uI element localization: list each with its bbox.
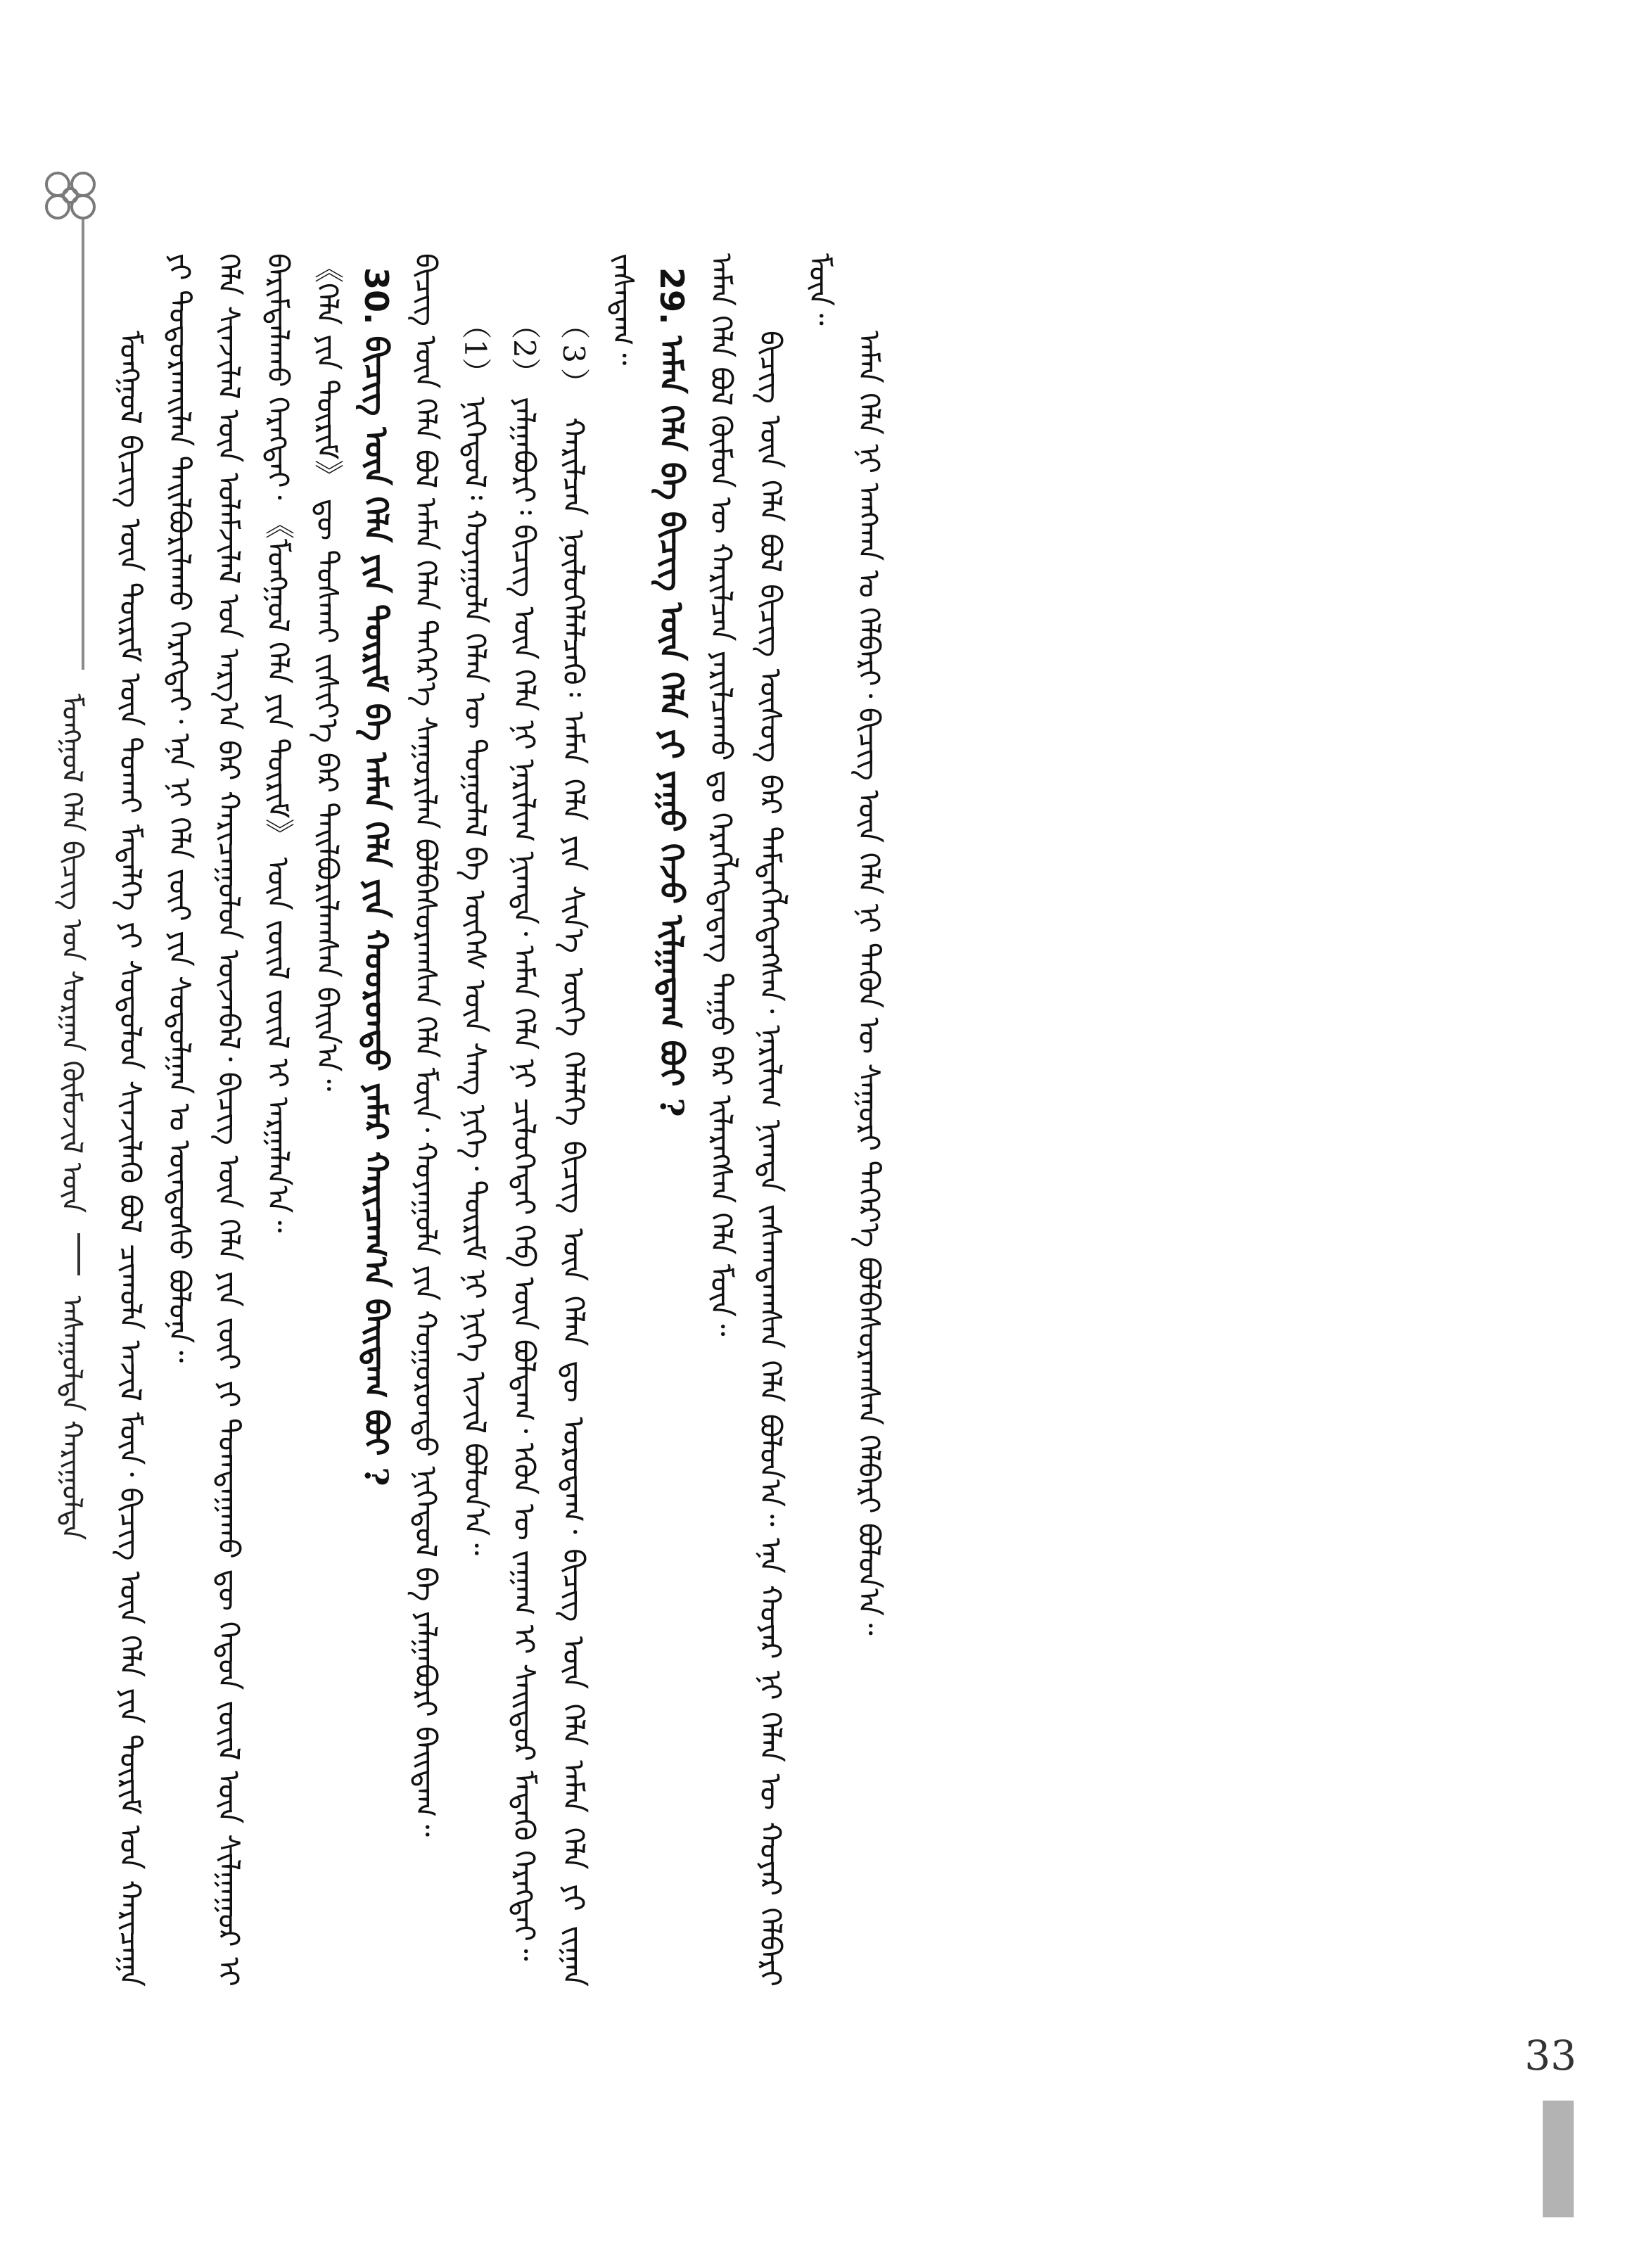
answer-paragraph: ᠠᠮᠠᠨ ᠬᠡᠯᠡ ᠨᠢ ᠠᠩᠬᠠᠨ ᠤ ᠬᠡᠯᠪᠡᠷᠢ᠂ ᠪᠢᠴᠢᠭ ᠦᠨ ᠬᠡᠯᠡ ᠨᠢ ᠲᠡᠭᠦᠨ ᠦ ᠰᠠᠭᠤᠷᠢ ᠳᠡᠭᠡᠷ᠎ᠡ ᠪᠣᠯᠪᠠᠰᠤᠷᠠᠭᠰᠠᠨ ᠬᠡᠯᠪᠡᠷᠢ ᠪᠣᠯᠤᠨ᠎ᠠ᠃: [852, 331, 886, 1636]
answer-paragraph: ᠠᠮᠠᠨ ᠬᠡᠯᠡ ᠪᠣᠯ ᠬᠦᠮᠦᠨ ᠦ ᠬᠠᠷᠢᠯᠴᠠᠨ ᠶᠠᠷᠢᠯᠴᠠᠬᠤ ᠳᠤ ᠬᠡᠷᠡᠭᠯᠡᠭᠳᠡᠳᠡᠭ ᠳᠠᠭᠤ ᠪᠠᠷ ᠢᠯᠡᠷᠡᠭᠰᠡᠨ ᠬᠡᠯᠡ ᠮᠥᠨ᠃: [704, 253, 739, 1337]
answer-item: [549, 253, 647, 1987]
page-number: 33: [1524, 2032, 1576, 2079]
running-subtitle: ᠠᠰᠠᠭᠤᠯᠲᠠ ᠬᠠᠷᠢᠭᠤᠯᠲᠠ: [56, 1295, 88, 1541]
item-text: ᠶᠠᠯᠭᠠᠪᠤᠷᠢ᠄ ᠪᠢᠴᠢᠭ ᠦᠨ ᠬᠡᠯᠡ ᠨᠢ ᠨᠠᠷᠢᠯᠢᠭ ᠨᠢᠭᠲᠠ᠂ ᠠᠮᠠᠨ ᠬᠡᠯᠡ ᠨᠢ ᠴᠢᠯᠦᠭᠡᠲᠡᠢ ᠬᠡᠪ ᠦᠨ ᠪᠣᠯᠳᠠᠭ᠂ ᠡᠭᠦᠨ ᠦ ᠵᠠᠭᠠᠭ ᠢ ᠰᠠᠢᠲᠤᠷ ᠮᠡᠳᠡᠬᠦ ᠬᠡᠷᠡᠭᠲᠡᠢ᠃: [507, 397, 542, 1961]
question-text: ᠠᠮᠠᠨ ᠬᠡᠯᠡ ᠪᠠ ᠪᠢᠴᠢᠭ ᠦᠨ ᠬᠡᠯᠡ ᠶᠢ ᠶᠠᠭᠤ ᠭᠡᠵᠦ ᠢᠯᠭᠠᠳᠠᠭ ᠪᠤᠢ ?: [653, 336, 691, 1117]
answer-item: [499, 253, 549, 1987]
body-text: [106, 253, 1541, 1991]
item-marker: （1）: [458, 310, 492, 388]
header-separator: [77, 1233, 80, 1275]
running-header: [51, 694, 93, 1540]
item-text: ᠬᠠᠷᠢᠯᠴᠠᠨ ᠨᠥᠯᠦᠭᠡᠯᠡᠯᠴᠡᠬᠦ᠄ ᠠᠮᠠᠨ ᠬᠡᠯᠡ ᠶᠢᠨ ᠰᠢᠨ᠎ᠡ ᠦᠭᠡ ᠬᠡᠯᠡᠯᠭᠡ ᠪᠢᠴᠢᠭ ᠦᠨ ᠬᠡᠯᠡᠨ ᠳᠦ ᠣᠷᠣᠳᠠᠭ᠂ ᠪᠢᠴᠢᠭ ᠦᠨ ᠬᠡᠯᠡ ᠠᠮᠠᠨ ᠬᠡᠯᠡ ᠶᠢ ᠵᠢᠭᠠᠨ ᠵᠠᠰᠠᠳᠠᠭ᠃: [556, 253, 640, 1987]
header-rule: [82, 219, 84, 670]
question-30-heading: [352, 267, 401, 1974]
item-marker: （3）: [556, 310, 591, 403]
running-title: ᠮᠣᠩᠭᠣᠯ ᠬᠡᠯᠡ ᠪᠢᠴᠢᠭ ᠤᠨ ᠰᠤᠷᠭᠠᠨ ᠬᠦᠮᠦᠵᠢᠯ ᠦᠨ: [56, 694, 88, 1213]
question-number: 29.: [653, 267, 691, 325]
answer-paragraph: ᠪᠢᠴᠢᠭ ᠦᠨ ᠬᠡᠯᠡ ᠪᠣᠯ ᠠᠮᠠᠨ ᠬᠡᠯᠡᠨ ᠳᠡᠭᠡᠷ᠎ᠡ ᠰᠠᠭᠤᠷᠢᠯᠠᠨ ᠪᠣᠯᠪᠠᠰᠤᠷᠠᠭᠰᠠᠨ ᠬᠡᠯᠡ ᠮᠥᠨ᠂ ᠬᠣᠶᠠᠭᠤᠯᠠ ᠶᠢᠨ ᠬᠣᠭᠣᠷᠣᠨᠳᠣ ᠨᠢᠭᠡᠳᠦᠯ ᠪᠠ ᠶᠠᠯᠭᠠᠪᠤᠷᠢ ᠪᠠᠢᠳᠠᠭ᠃: [409, 253, 443, 1837]
answer-paragraph: ᠪᠢᠴᠢᠭ ᠦᠨ ᠬᠡᠯᠡ ᠪᠣᠯ ᠪᠢᠴᠢᠭ ᠦᠰᠦᠭ ᠪᠠᠷ ᠲᠡᠮᠳᠡᠭᠯᠡᠭᠳᠡᠭᠰᠡᠨ᠂ ᠨᠠᠷᠢᠯᠢᠭ ᠨᠢᠭᠲᠠ ᠵᠠᠰᠠᠭᠳᠠᠭᠰᠠᠨ ᠬᠡᠯᠡ ᠪᠣᠯᠤᠨ᠎ᠠ᠃ ᠡᠨᠡ ᠬᠣᠶᠠᠷ ᠨᠢ ᠬᠡᠯᠡᠨ ᠦ ᠬᠣᠶᠠᠷ ᠬᠡᠯᠪᠡᠷᠢ ᠮᠥᠨ᠃: [753, 253, 837, 1987]
item-text: ᠨᠢᠭᠡᠳᠦᠯ᠄ ᠬᠣᠶᠠᠭᠤᠯᠠ ᠬᠡᠯᠡᠨ ᠦ ᠲᠤᠭᠤᠯᠠᠯ ᠪᠠ ᠦᠭᠡᠰ ᠦᠨ ᠰᠠᠩ ᠨᠢᠭᠡ᠂ ᠳᠦᠷᠢᠮ ᠨᠢ ᠨᠢᠭᠡ ᠢᠵᠢᠯ ᠪᠣᠯᠤᠨ᠎ᠠ᠃: [458, 397, 492, 1555]
item-marker: （2）: [507, 310, 542, 388]
question-29-heading: [647, 267, 696, 1974]
paragraph: ᠬᠡᠯᠡ ᠰᠢᠨᠵᠢᠯᠡᠯ ᠦᠨ ᠤᠯᠠᠮᠵᠢᠯᠠᠯ ᠤᠨ ᠠᠷᠭ᠎ᠠ ᠪᠠᠷ ᠬᠠᠷᠢᠴᠠᠭᠤᠯᠤᠨ ᠦᠵᠡᠪᠡᠯ᠂ ᠪᠢᠴᠢᠭ ᠦᠨ ᠬᠡᠯᠡ ᠶᠢᠨ ᠵᠦᠢ ᠶᠢ ᠲᠣᠭᠲᠠᠭᠠᠬᠤ ᠳᠦ ᠬᠡᠳᠦᠨ ᠵᠦᠢᠯ ᠦᠨ ᠰᠢᠯᠭᠠᠭᠤᠷ ᠢ ᠪᠠᠷᠢᠮᠳᠠᠯᠠᠬᠤ ᠬᠡᠷᠡᠭᠲᠡᠢ᠂ 《ᠮᠣᠩᠭᠣᠯ ᠬᠡᠯᠡ ᠶᠢᠨ ᠳᠦᠷᠢᠮ》 ᠦᠨ ᠵᠦᠢᠯ ᠵᠦᠢᠯ ᠢ ᠠᠷᠭᠠᠯᠠᠨ᠎ᠠ᠃: [212, 253, 295, 1987]
question-number: 30.: [357, 267, 395, 325]
answer-item: [450, 253, 499, 1987]
header-ornament-icon: [37, 163, 104, 228]
paragraph: 《ᠬᠡᠯᠡ ᠶᠢᠨ ᠳᠦᠷᠢᠮ》 ᠳᠦ ᠲᠤᠰᠬᠠᠢ ᠵᠢᠱᠢᠶ᠎ᠡ ᠪᠠᠷ ᠲᠠᠢᠯᠪᠤᠷᠢᠯᠠᠭᠰᠠᠨ ᠪᠠᠢᠨ᠎ᠠ᠃: [310, 253, 345, 1092]
paragraph: ᠮᠣᠩᠭᠣᠯ ᠪᠢᠴᠢᠭ ᠦᠨ ᠳᠦᠷᠢᠮ ᠦᠨ ᠲᠤᠬᠠᠢ ᠮᠡᠳᠡᠯᠭᠡ ᠶᠢ ᠰᠤᠳᠤᠯᠤᠨ ᠰᠢᠨᠵᠢᠯᠡᠬᠦ ᠪᠣᠯ ᠴᠢᠬᠤᠯᠠ ᠠᠵᠢᠯ ᠮᠥᠨ᠂ ᠪᠢᠴᠢᠭ ᠦᠨ ᠬᠡᠯᠡ ᠶᠢᠨ ᠳᠦᠷᠢᠮ ᠤᠨ ᠬᠠᠷᠢᠴᠠᠭᠠ ᠶᠢ ᠲᠣᠳᠣᠷᠬᠠᠢᠯᠠᠨ ᠲᠠᠢᠯᠪᠤᠷᠢᠯᠠᠬᠤ ᠬᠡᠷᠡᠭᠲᠡᠢ᠂ ᠡᠨᠡ ᠨᠢ ᠬᠡᠯᠡ ᠵᠦᠢ ᠶᠢᠨ ᠰᠤᠳᠤᠯᠭᠠᠨ ᠤ ᠦᠨᠳᠦᠰᠦ ᠪᠣᠯᠤᠨᠠ᠃: [113, 253, 197, 1987]
question-text: ᠪᠢᠴᠢᠭ ᠦᠨ ᠬᠡᠯᠡ ᠶᠢᠨ ᠳᠦᠷᠢᠮ ᠪᠠ ᠠᠮᠠᠨ ᠬᠡᠯᠡ ᠶᠢᠨ ᠬᠣᠣᠷᠣᠨᠳᠤ ᠶᠠᠮᠠᠷ ᠬᠠᠷᠢᠴᠠᠭ᠎ᠠ ᠪᠠᠢᠳᠠᠭ ᠪᠤᠢ ?: [357, 336, 395, 1486]
page-tab-marker: [1543, 2101, 1574, 2217]
